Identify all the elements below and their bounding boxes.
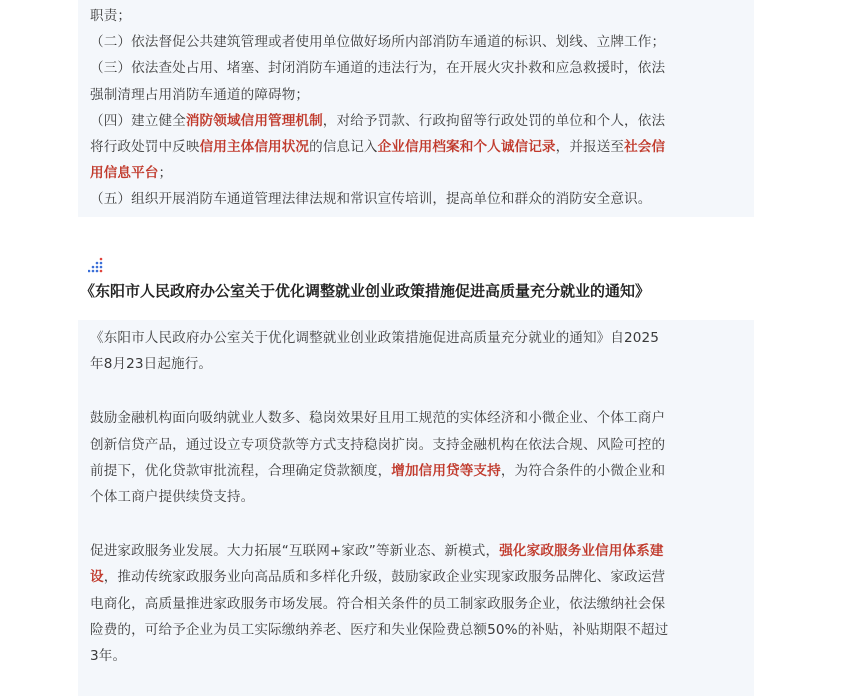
highlighted-text: 社会信 <box>624 139 666 156</box>
text-run: ，并报送至 <box>555 139 625 156</box>
text-line <box>90 351 740 377</box>
text-line <box>90 564 740 590</box>
text-run: 电商化，高质量推进家政服务市场发展。符合相关条件的员工制家政服务企业，依法缴纳社会保 <box>90 595 666 612</box>
text-line <box>90 484 740 510</box>
text-line <box>90 405 740 431</box>
text-run: 个体工商户提供续贷支持。 <box>90 489 255 506</box>
text-line <box>90 55 740 81</box>
text-run: 《东阳市人民政府办公室关于优化调整就业创业政策措施促进高质量充分就业的通知》自2025 <box>90 330 660 346</box>
regulation-excerpt-box <box>78 0 754 217</box>
dot-grid-icon <box>88 257 104 273</box>
text-line <box>90 591 740 617</box>
text-line <box>90 186 740 212</box>
text-run: ； <box>158 165 173 182</box>
text-run: ，为符合条件的小微企业和 <box>500 462 666 479</box>
text-line <box>90 325 740 351</box>
text-line <box>90 458 740 484</box>
text-line <box>90 29 740 55</box>
text-line <box>90 82 740 108</box>
text-run: （四）建立健全 <box>90 112 186 129</box>
paragraph <box>90 405 740 510</box>
text-run: 强制清理占用消防车通道的障碍物； <box>90 86 310 103</box>
text-run: 险费的，可给予企业为员工实际缴纳养老、医疗和失业保险费总额50%的补贴，补贴期限不超过 <box>90 621 669 638</box>
text-line <box>90 160 740 186</box>
text-run: （三）依法查处占用、堵塞、封闭消防车通道的违法行为，在开展火灾扑救和应急救援时，依法 <box>90 60 666 77</box>
text-run: 职责； <box>90 8 132 24</box>
section-heading: 《东阳市人民政府办公室关于优化调整就业创业政策措施促进高质量充分就业的通知》 <box>80 282 651 300</box>
text-line <box>90 108 740 134</box>
text-line <box>90 538 740 564</box>
text-line <box>90 643 740 669</box>
text-run: 年8月23日起施行。 <box>90 356 213 373</box>
text-run: ，推动传统家政服务业向高品质和多样化升级，鼓励家政企业实现家政服务品牌化、家政运营 <box>103 569 666 586</box>
text-run: 促进家政服务业发展。大力拓展“互联网+家政”等新业态、新模式， <box>90 543 500 560</box>
highlighted-text: 用信息平台 <box>90 165 159 182</box>
text-run: 前提下，优化贷款审批流程，合理确定贷款额度， <box>90 462 392 479</box>
text-line <box>90 432 740 458</box>
text-run: 3年。 <box>90 648 127 665</box>
text-run: 将行政处罚中反映 <box>90 139 200 156</box>
highlighted-text: 设 <box>90 569 104 586</box>
highlighted-text: 消防领域信用管理机制 <box>185 112 323 129</box>
highlighted-text: 增加信用贷等支持 <box>391 462 501 479</box>
text-run: ，对给予罚款、行政拘留等行政处罚的单位和个人，依法 <box>322 112 666 129</box>
text-run: （二）依法督促公共建筑管理或者使用单位做好场所内部消防车通道的标识、划线、立牌工作； <box>90 34 666 51</box>
highlighted-text: 强化家政服务业信用体系建 <box>499 543 664 560</box>
paragraph <box>90 325 740 377</box>
text-line <box>90 617 740 643</box>
text-line <box>90 134 740 160</box>
text-line <box>90 3 740 29</box>
paragraph <box>90 538 740 669</box>
text-run: 的信息记入 <box>309 139 378 156</box>
text-run: （五）组织开展消防车通道管理法律法规和常识宣传培训，提高单位和群众的消防安全意识。 <box>90 191 652 208</box>
notice-summary-box <box>78 320 754 696</box>
highlighted-text: 企业信用档案和个人诚信记录 <box>377 139 556 156</box>
text-run: 鼓励金融机构面向吸纳就业人数多、稳岗效果好且用工规范的实体经济和小微企业、个体工商户 <box>90 410 666 427</box>
highlighted-text: 信用主体信用状况 <box>199 139 310 156</box>
text-run: 创新信贷产品，通过设立专项贷款等方式支持稳岗扩岗。支持金融机构在依法合规、风险可控的 <box>90 436 666 453</box>
